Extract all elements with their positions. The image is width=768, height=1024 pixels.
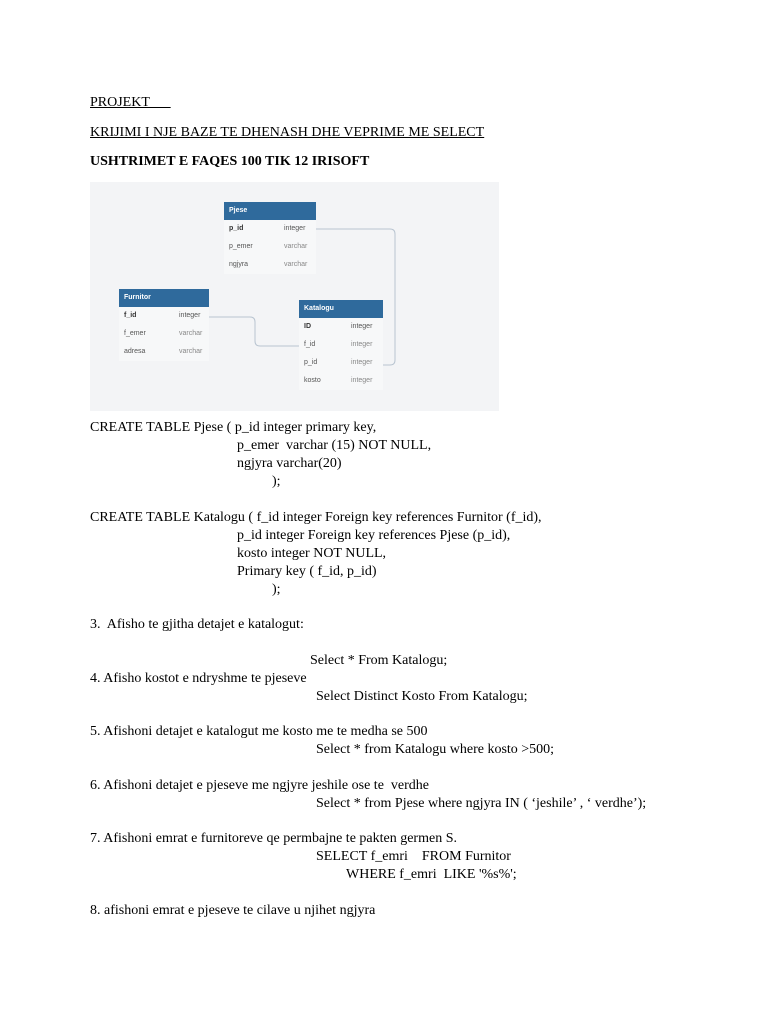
table-furnitor: [119, 289, 209, 361]
column-row: [119, 325, 209, 343]
column-type: varchar: [179, 348, 203, 355]
column-name: f_id: [124, 312, 137, 319]
column-name: ngjyra: [229, 261, 249, 268]
question-6: 6. Afishoni detajet e pjeseve me ngjyre jeshile ose te verdhe: [90, 778, 430, 793]
sql-line: ngjyra varchar(20): [237, 456, 342, 471]
column-type: integer: [351, 377, 373, 384]
column-name: p_emer: [229, 243, 253, 250]
column-name: f_id: [304, 341, 316, 348]
column-row: [299, 354, 383, 372]
table-header: Pjese: [224, 202, 316, 220]
column-type: integer: [351, 359, 373, 366]
document-subtitle: KRIJIMI I NJE BAZE TE DHENASH DHE VEPRIME ME SELECT: [90, 125, 485, 140]
column-type: integer: [351, 323, 373, 330]
column-name: f_emer: [124, 330, 146, 337]
query-7-line-1: SELECT f_emri FROM Furnitor: [316, 849, 511, 864]
question-4: 4. Afisho kostot e ndryshme te pjeseve: [90, 671, 307, 686]
question-8: 8. afishoni emrat e pjeseve te cilave u njihet ngjyra: [90, 903, 376, 918]
column-name: adresa: [124, 348, 146, 355]
project-heading: PROJEKT: [90, 95, 171, 110]
table-header: Katalogu: [299, 300, 383, 318]
column-row: [299, 336, 383, 354]
sql-line: Primary key ( f_id, p_id): [237, 564, 377, 579]
question-3: 3. Afisho te gjitha detajet e katalogut:: [90, 617, 304, 632]
question-7: 7. Afishoni emrat e furnitoreve qe permbajne te pakten germen S.: [90, 831, 457, 846]
column-name: kosto: [304, 377, 321, 384]
sql-line: kosto integer NOT NULL,: [237, 546, 387, 561]
column-type: integer: [351, 341, 373, 348]
table-header: Furnitor: [119, 289, 209, 307]
query-5: Select * from Katalogu where kosto >500;: [316, 742, 555, 757]
column-row: [299, 372, 383, 390]
column-type: varchar: [284, 261, 308, 268]
query-7-line-2: WHERE f_emri LIKE '%s%';: [346, 867, 517, 882]
column-name: p_id: [304, 359, 318, 366]
column-row: [299, 318, 383, 336]
sql-line: );: [272, 474, 281, 489]
query-4: Select Distinct Kosto From Katalogu;: [316, 689, 528, 704]
column-name: ID: [304, 323, 311, 330]
column-row: [224, 220, 316, 238]
query-6: Select * from Pjese where ngjyra IN ( ‘jeshile’ , ‘ verdhe’);: [316, 796, 647, 811]
column-type: integer: [179, 312, 201, 319]
er-diagram: [90, 182, 499, 411]
sql-line: p_emer varchar (15) NOT NULL,: [237, 438, 432, 453]
column-type: varchar: [284, 243, 308, 250]
question-5: 5. Afishoni detajet e katalogut me kosto me te medha se 500: [90, 724, 428, 739]
column-type: integer: [284, 225, 306, 232]
table-pjese: [224, 202, 316, 274]
query-3: Select * From Katalogu;: [310, 653, 448, 668]
column-row: [119, 343, 209, 361]
column-row: [119, 307, 209, 325]
exercises-heading: USHTRIMET E FAQES 100 TIK 12 IRISOFT: [90, 154, 370, 169]
column-type: varchar: [179, 330, 203, 337]
column-name: p_id: [229, 225, 244, 232]
sql-line: );: [272, 582, 281, 597]
table-katalogu: [299, 300, 383, 390]
sql-line: CREATE TABLE Pjese ( p_id integer primary key,: [90, 420, 377, 435]
sql-line: p_id integer Foreign key references Pjese (p_id),: [237, 528, 511, 543]
sql-line: CREATE TABLE Katalogu ( f_id integer Foreign key references Furnitor (f_id),: [90, 510, 542, 525]
column-row: [224, 238, 316, 256]
column-row: [224, 256, 316, 274]
